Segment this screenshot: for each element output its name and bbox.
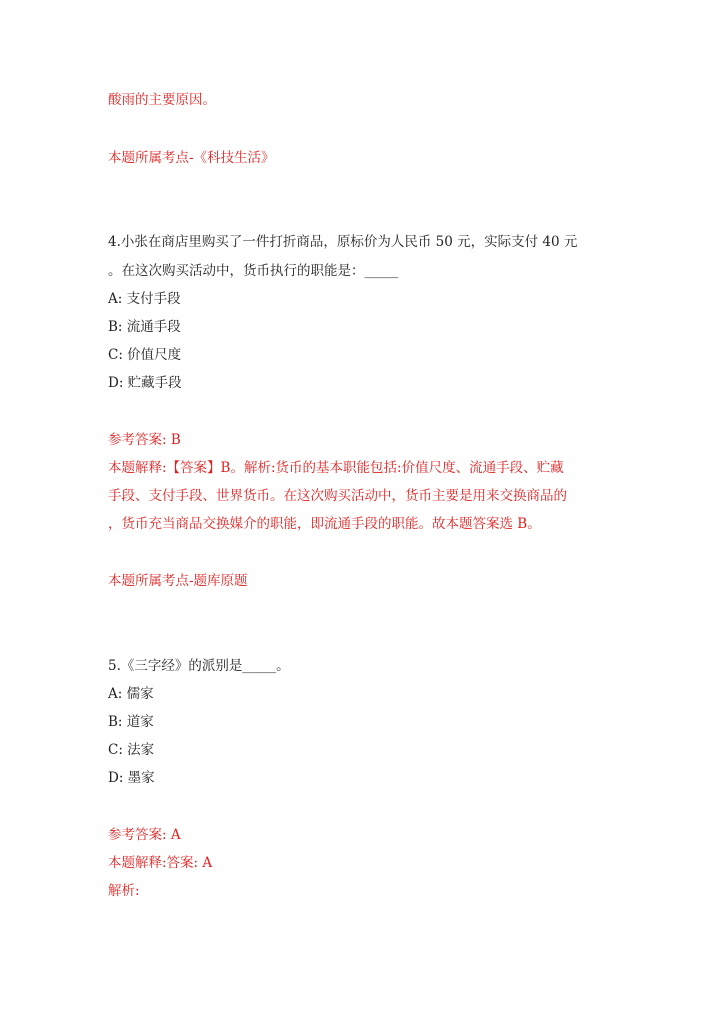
q4-explanation-line3: ，货币充当商品交换媒介的职能，即流通手段的职能。故本题答案选 B。 xyxy=(108,516,541,532)
q4-stem-line1: 4.小张在商店里购买了一件打折商品，原标价为人民币 50 元，实际支付 40 元 xyxy=(108,234,578,250)
q4-stem-line2: 。在这次购买活动中，货币执行的职能是：_____ xyxy=(108,263,399,279)
q5-option-d: D: 墨家 xyxy=(108,770,155,786)
q5-answer: 参考答案: A xyxy=(108,827,181,843)
previous-topic: 本题所属考点-《科技生活》 xyxy=(108,150,275,166)
q5-stem: 5.《三字经》的派别是_____。 xyxy=(108,658,290,674)
q5-explanation: 本题解释:答案: A xyxy=(108,855,213,871)
q4-answer: 参考答案: B xyxy=(108,432,181,448)
q4-option-d: D: 贮藏手段 xyxy=(108,375,182,391)
q5-option-a: A: 儒家 xyxy=(108,686,154,702)
q4-explanation-line1: 本题解释:【答案】B。解析:货币的基本职能包括:价值尺度、流通手段、贮藏 xyxy=(108,460,564,476)
previous-question-tail: 酸雨的主要原因。 xyxy=(108,92,216,108)
q4-option-c: C: 价值尺度 xyxy=(108,347,182,363)
q4-option-b: B: 流通手段 xyxy=(108,319,181,335)
q5-analysis: 解析: xyxy=(108,883,140,899)
q4-explanation-line2: 手段、支付手段、世界货币。在这次购买活动中，货币主要是用来交换商品的 xyxy=(108,488,567,504)
q5-option-c: C: 法家 xyxy=(108,742,155,758)
q5-option-b: B: 道家 xyxy=(108,714,154,730)
q4-option-a: A: 支付手段 xyxy=(108,291,181,307)
q4-topic: 本题所属考点-题库原题 xyxy=(108,573,248,589)
